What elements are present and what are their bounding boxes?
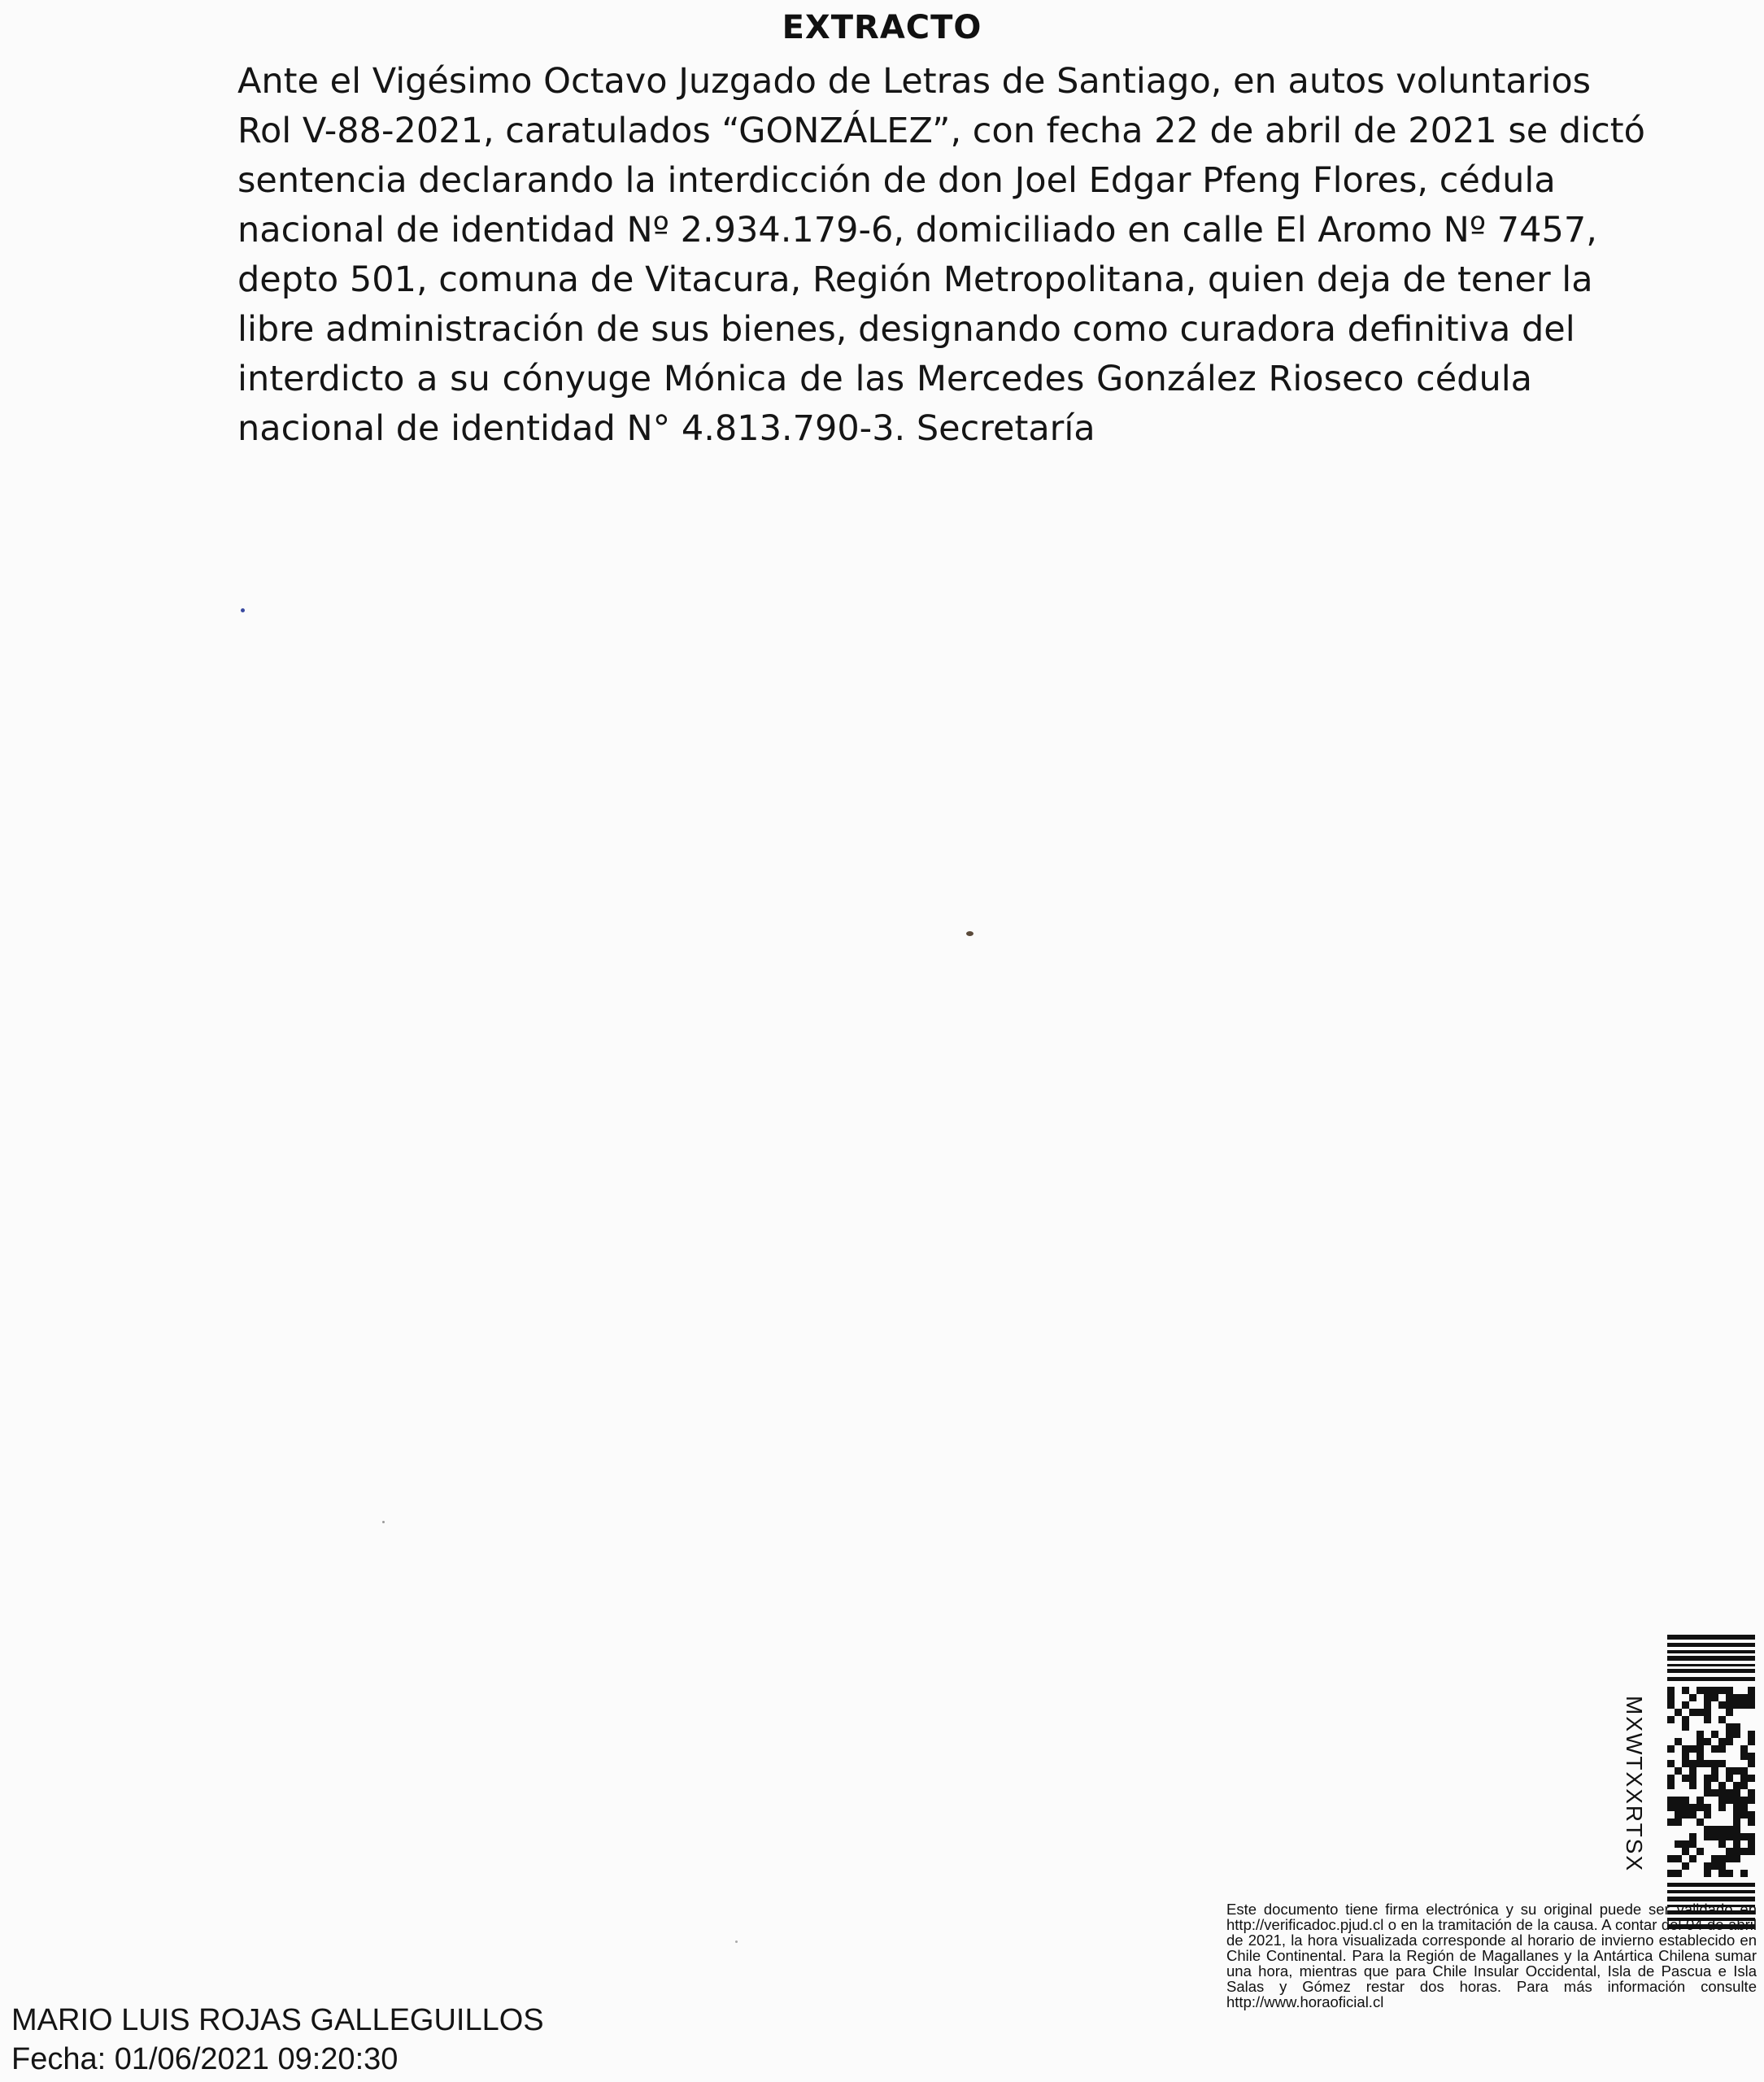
barcode-module (1675, 1738, 1682, 1745)
barcode-module (1667, 1797, 1675, 1804)
barcode-module (1718, 1760, 1726, 1767)
barcode-module (1689, 1855, 1696, 1862)
barcode-module (1704, 1716, 1711, 1723)
barcode-module (1726, 1731, 1733, 1738)
paragraph-line: nacional de identidad N° 4.813.790-3. Secretaría (237, 408, 1095, 449)
barcode-module (1689, 1840, 1696, 1848)
barcode-module (1675, 1840, 1682, 1848)
barcode-module (1733, 1804, 1740, 1811)
barcode-module (1704, 1738, 1711, 1745)
barcode-module (1733, 1723, 1740, 1731)
barcode-module (1675, 1818, 1682, 1826)
barcode-module (1726, 1797, 1733, 1804)
barcode-module (1718, 1782, 1726, 1789)
barcode-module (1696, 1687, 1704, 1694)
barcode-module (1689, 1782, 1696, 1789)
verification-barcode (1659, 1635, 1757, 1932)
barcode-module (1667, 1694, 1675, 1701)
barcode-module (1718, 1738, 1726, 1745)
barcode-module (1704, 1833, 1711, 1840)
barcode-module (1696, 1797, 1704, 1804)
barcode-module (1733, 1782, 1740, 1789)
barcode-module (1733, 1855, 1740, 1862)
paragraph-line: nacional de identidad Nº 2.934.179-6, domiciliado en calle El Aromo Nº 7457, (237, 210, 1597, 250)
barcode-icon (1659, 1635, 1757, 1932)
barcode-module (1667, 1687, 1675, 1694)
barcode-module (1748, 1775, 1755, 1782)
barcode-module (1682, 1862, 1689, 1870)
barcode-module (1667, 1818, 1675, 1826)
barcode-module (1696, 1848, 1704, 1855)
barcode-module (1733, 1840, 1740, 1848)
barcode-module (1726, 1723, 1733, 1731)
barcode-module (1704, 1687, 1711, 1694)
barcode-module (1696, 1760, 1704, 1767)
barcode-module (1726, 1826, 1733, 1833)
barcode-module (1726, 1848, 1733, 1855)
barcode-module (1726, 1701, 1733, 1709)
barcode-module (1740, 1848, 1748, 1855)
barcode-module (1675, 1811, 1682, 1818)
paragraph-line: depto 501, comuna de Vitacura, Región Metropolitana, quien deja de tener la (237, 259, 1593, 300)
barcode-module (1682, 1753, 1689, 1760)
barcode-module (1726, 1775, 1733, 1782)
barcode-module (1726, 1870, 1733, 1877)
barcode-module (1748, 1818, 1755, 1826)
barcode-module (1704, 1709, 1711, 1716)
barcode-module (1675, 1870, 1682, 1877)
barcode-module (1704, 1782, 1711, 1789)
barcode-module (1748, 1738, 1755, 1745)
barcode-module (1726, 1709, 1733, 1716)
barcode-module (1711, 1775, 1718, 1782)
barcode-module (1718, 1745, 1726, 1753)
barcode-module (1682, 1760, 1689, 1767)
barcode-module (1740, 1782, 1748, 1789)
barcode-module (1726, 1738, 1733, 1745)
electronic-signature-notice: Este documento tiene firma electrónica y su original puede ser validado en http://verificadoc.pjud.cl o en la tramitación de la causa. A contar del 04 de abril de 2021, la hora visualizada corresponde al horario de invierno establecido en Chile Continental. Para la Región de Magallanes y la Antártica Chilena sumar una hora, mientras que para Chile Insular Occidental, Isla de Pascua e Isla Salas y Gómez restar dos horas. Para más información consulte http://www.horaoficial.cl (1226, 1901, 1757, 2010)
barcode-module (1682, 1804, 1689, 1811)
barcode-module (1696, 1804, 1704, 1811)
signer-name: MARIO LUIS ROJAS GALLEGUILLOS (11, 2003, 544, 2037)
barcode-module (1689, 1767, 1696, 1775)
barcode-module (1733, 1818, 1740, 1826)
barcode-module (1733, 1833, 1740, 1840)
barcode-module (1696, 1745, 1704, 1753)
barcode-module (1682, 1848, 1689, 1855)
barcode-module (1689, 1694, 1696, 1701)
barcode-module (1696, 1731, 1704, 1738)
barcode-module (1704, 1804, 1711, 1811)
barcode-module (1704, 1789, 1711, 1797)
barcode-module (1748, 1789, 1755, 1797)
barcode-module (1748, 1760, 1755, 1767)
barcode-module (1711, 1855, 1718, 1862)
barcode-module (1696, 1818, 1704, 1826)
barcode-module (1689, 1833, 1696, 1840)
scan-speck (382, 1521, 385, 1523)
barcode-module (1740, 1753, 1748, 1760)
barcode-module (1733, 1767, 1740, 1775)
barcode-module (1733, 1797, 1740, 1804)
barcode-module (1667, 1716, 1675, 1723)
barcode-module (1711, 1760, 1718, 1767)
scan-speck (966, 931, 973, 936)
barcode-module (1748, 1694, 1755, 1701)
barcode-module (1689, 1804, 1696, 1811)
barcode-module (1748, 1753, 1755, 1760)
barcode-module (1748, 1811, 1755, 1818)
barcode-module (1740, 1775, 1748, 1782)
barcode-module (1689, 1760, 1696, 1767)
barcode-module (1718, 1804, 1726, 1811)
paragraph-line: interdicto a su cónyuge Mónica de las Mercedes González Rioseco cédula (237, 359, 1532, 399)
barcode-module (1667, 1870, 1675, 1877)
barcode-module (1682, 1687, 1689, 1694)
barcode-module (1740, 1745, 1748, 1753)
barcode-module (1667, 1775, 1675, 1782)
barcode-module (1711, 1833, 1718, 1840)
scan-speck (241, 608, 245, 612)
barcode-module (1748, 1701, 1755, 1709)
barcode-module (1675, 1855, 1682, 1862)
paragraph-line: libre administración de sus bienes, designando como curadora definitiva del (237, 309, 1575, 350)
barcode-module (1667, 1855, 1675, 1862)
barcode-module (1748, 1687, 1755, 1694)
barcode-module (1726, 1694, 1733, 1701)
barcode-module (1696, 1709, 1704, 1716)
barcode-module (1733, 1731, 1740, 1738)
barcode-module (1740, 1694, 1748, 1701)
barcode-module (1689, 1709, 1696, 1716)
barcode-module (1740, 1833, 1748, 1840)
barcode-module (1704, 1760, 1711, 1767)
barcode-module (1726, 1687, 1733, 1694)
document-title: EXTRACTO (782, 9, 982, 46)
barcode-module (1675, 1804, 1682, 1811)
barcode-module (1733, 1694, 1740, 1701)
barcode-module (1711, 1694, 1718, 1701)
barcode-module (1682, 1716, 1689, 1723)
barcode-module (1682, 1701, 1689, 1709)
barcode-module (1675, 1709, 1682, 1716)
barcode-module (1711, 1767, 1718, 1775)
barcode-module (1733, 1826, 1740, 1833)
barcode-module (1740, 1701, 1748, 1709)
barcode-module (1667, 1701, 1675, 1709)
barcode-module (1733, 1701, 1740, 1709)
scan-speck (735, 1940, 738, 1943)
barcode-module (1675, 1767, 1682, 1775)
paragraph-line: Rol V-88-2021, caratulados “GONZÁLEZ”, con fecha 22 de abril de 2021 se dictó (237, 111, 1645, 151)
barcode-module (1667, 1804, 1675, 1811)
barcode-module (1704, 1811, 1711, 1818)
barcode-module (1682, 1745, 1689, 1753)
barcode-module (1682, 1775, 1689, 1782)
barcode-module (1704, 1775, 1711, 1782)
barcode-module (1718, 1716, 1726, 1723)
barcode-module (1726, 1789, 1733, 1797)
barcode-module (1667, 1782, 1675, 1789)
barcode-module (1718, 1833, 1726, 1840)
barcode-module (1718, 1797, 1726, 1804)
barcode-module (1726, 1833, 1733, 1840)
barcode-module (1682, 1840, 1689, 1848)
barcode-module (1733, 1789, 1740, 1797)
barcode-module (1704, 1862, 1711, 1870)
extract-paragraph (237, 57, 1645, 454)
paragraph-line: sentencia declarando la interdicción de don Joel Edgar Pfeng Flores, cédula (237, 160, 1556, 201)
barcode-module (1718, 1855, 1726, 1862)
barcode-module (1682, 1811, 1689, 1818)
barcode-module (1740, 1870, 1748, 1877)
barcode-module (1718, 1789, 1726, 1797)
barcode-module (1740, 1797, 1748, 1804)
barcode-module (1711, 1731, 1718, 1738)
barcode-module (1718, 1826, 1726, 1833)
barcode-module (1748, 1731, 1755, 1738)
barcode-module (1748, 1848, 1755, 1855)
barcode-module (1667, 1760, 1675, 1767)
barcode-module (1748, 1833, 1755, 1840)
barcode-module (1689, 1775, 1696, 1782)
barcode-module (1740, 1811, 1748, 1818)
barcode-module (1696, 1738, 1704, 1745)
barcode-module (1675, 1797, 1682, 1804)
barcode-module (1740, 1804, 1748, 1811)
barcode-module (1711, 1862, 1718, 1870)
signature-date: Fecha: 01/06/2021 09:20:30 (11, 2042, 399, 2076)
barcode-module (1718, 1701, 1726, 1709)
barcode-module (1718, 1862, 1726, 1870)
barcode-module (1718, 1870, 1726, 1877)
barcode-module (1682, 1797, 1689, 1804)
barcode-module (1704, 1694, 1711, 1701)
barcode-module (1704, 1826, 1711, 1833)
barcode-module (1704, 1870, 1711, 1877)
barcode-module (1726, 1855, 1733, 1862)
barcode-module (1733, 1848, 1740, 1855)
verification-code: MXWTXXRTSX (1622, 1696, 1647, 1873)
barcode-module (1711, 1745, 1718, 1753)
barcode-module (1667, 1745, 1675, 1753)
barcode-module (1748, 1840, 1755, 1848)
barcode-module (1689, 1745, 1696, 1753)
barcode-module (1740, 1767, 1748, 1775)
barcode-module (1718, 1687, 1726, 1694)
barcode-module (1733, 1811, 1740, 1818)
barcode-module (1711, 1826, 1718, 1833)
barcode-module (1682, 1723, 1689, 1731)
paragraph-line: Ante el Vigésimo Octavo Juzgado de Letras de Santiago, en autos voluntarios (237, 61, 1592, 102)
barcode-module (1711, 1789, 1718, 1797)
barcode-module (1748, 1797, 1755, 1804)
barcode-module (1726, 1767, 1733, 1775)
barcode-module (1689, 1811, 1696, 1818)
barcode-module (1704, 1701, 1711, 1709)
barcode-module (1711, 1687, 1718, 1694)
barcode-module (1718, 1840, 1726, 1848)
barcode-module (1696, 1753, 1704, 1760)
